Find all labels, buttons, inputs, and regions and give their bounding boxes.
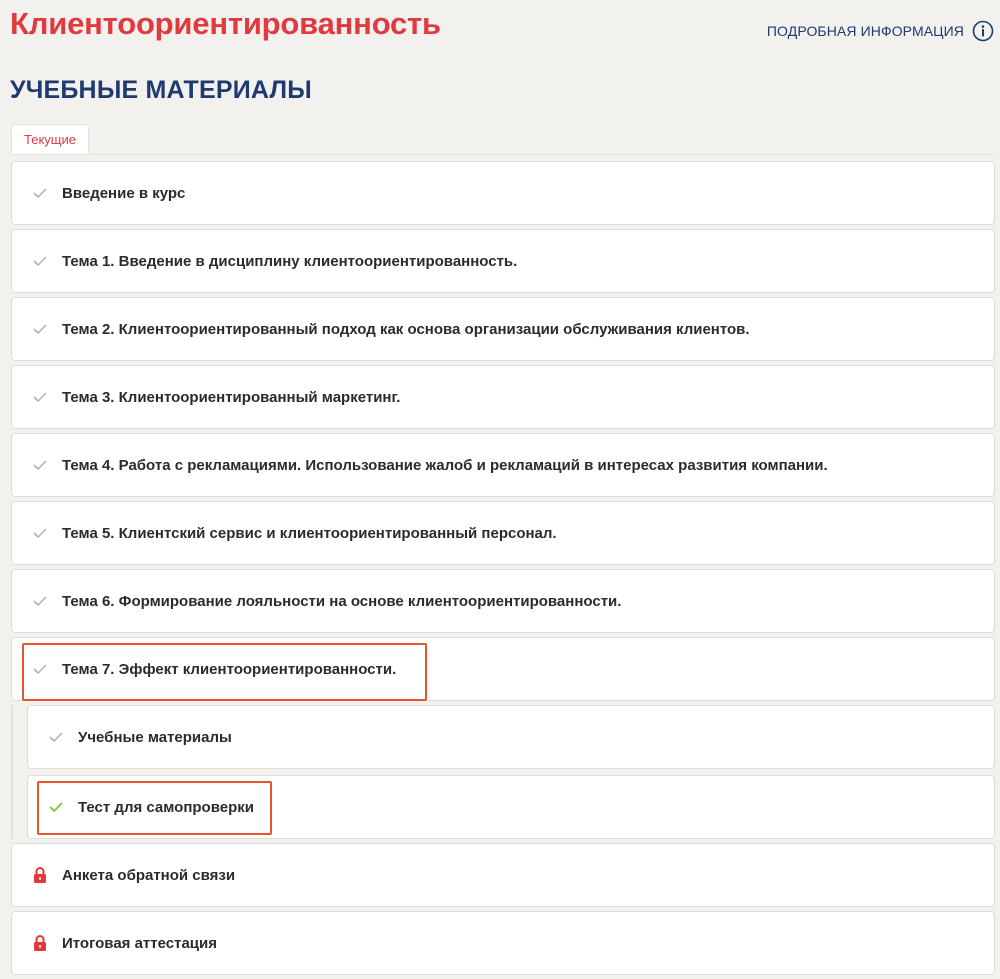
list-item-topic-2[interactable] — [11, 297, 995, 361]
lock-icon — [32, 934, 48, 952]
check-icon — [32, 661, 48, 677]
check-icon — [32, 525, 48, 541]
tab-bar — [11, 124, 89, 155]
list-item-label: Введение в курс — [62, 184, 186, 202]
list-item-label: Тема 1. Введение в дисциплину клиентоориентированность. — [62, 252, 518, 270]
check-green-icon — [48, 799, 64, 815]
check-icon — [32, 321, 48, 337]
list-item-label: Учебные материалы — [78, 728, 232, 746]
list-item-topic-7[interactable] — [11, 637, 995, 701]
sub-item-learning-materials[interactable] — [27, 705, 995, 769]
list-item-feedback-survey[interactable] — [11, 843, 995, 907]
sublist-rail — [11, 705, 13, 839]
list-item-label: Тема 4. Работа с рекламациями. Использование жалоб и рекламаций в интересах развития компании. — [62, 456, 828, 474]
list-item-topic-3[interactable] — [11, 365, 995, 429]
check-icon — [32, 185, 48, 201]
list-item-intro[interactable] — [11, 161, 995, 225]
check-icon — [32, 389, 48, 405]
check-icon — [32, 457, 48, 473]
list-item-label: Тема 2. Клиентоориентированный подход как основа организации обслуживания клиентов. — [62, 320, 750, 338]
more-info-label: ПОДРОБНАЯ ИНФОРМАЦИЯ — [766, 23, 964, 39]
info-circle-icon — [972, 20, 994, 42]
list-item-final-assessment[interactable] — [11, 911, 995, 975]
section-title: УЧЕБНЫЕ МАТЕРИАЛЫ — [10, 76, 312, 104]
list-item-label: Тест для самопроверки — [78, 798, 254, 816]
check-icon — [32, 253, 48, 269]
list-item-topic-4[interactable] — [11, 433, 995, 497]
sub-item-self-test[interactable] — [27, 775, 995, 839]
list-item-topic-5[interactable] — [11, 501, 995, 565]
list-item-topic-6[interactable] — [11, 569, 995, 633]
more-info-link[interactable] — [767, 20, 994, 42]
list-item-label: Тема 6. Формирование лояльности на основе клиентоориентированности. — [62, 592, 622, 610]
course-title: Клиентоориентированность — [10, 6, 441, 41]
list-item-topic-1[interactable] — [11, 229, 995, 293]
list-item-label: Тема 7. Эффект клиентоориентированности. — [62, 660, 397, 678]
list-item-label: Тема 3. Клиентоориентированный маркетинг. — [62, 388, 401, 406]
tab-current[interactable]: Текущие — [11, 124, 89, 155]
page-header — [0, 0, 1000, 64]
list-item-label: Итоговая аттестация — [62, 934, 217, 952]
check-icon — [48, 729, 64, 745]
tab-divider — [11, 154, 995, 155]
list-item-label: Тема 5. Клиентский сервис и клиентоориентированный персонал. — [62, 524, 557, 542]
lock-icon — [32, 866, 48, 884]
check-icon — [32, 593, 48, 609]
list-item-label: Анкета обратной связи — [62, 866, 236, 884]
